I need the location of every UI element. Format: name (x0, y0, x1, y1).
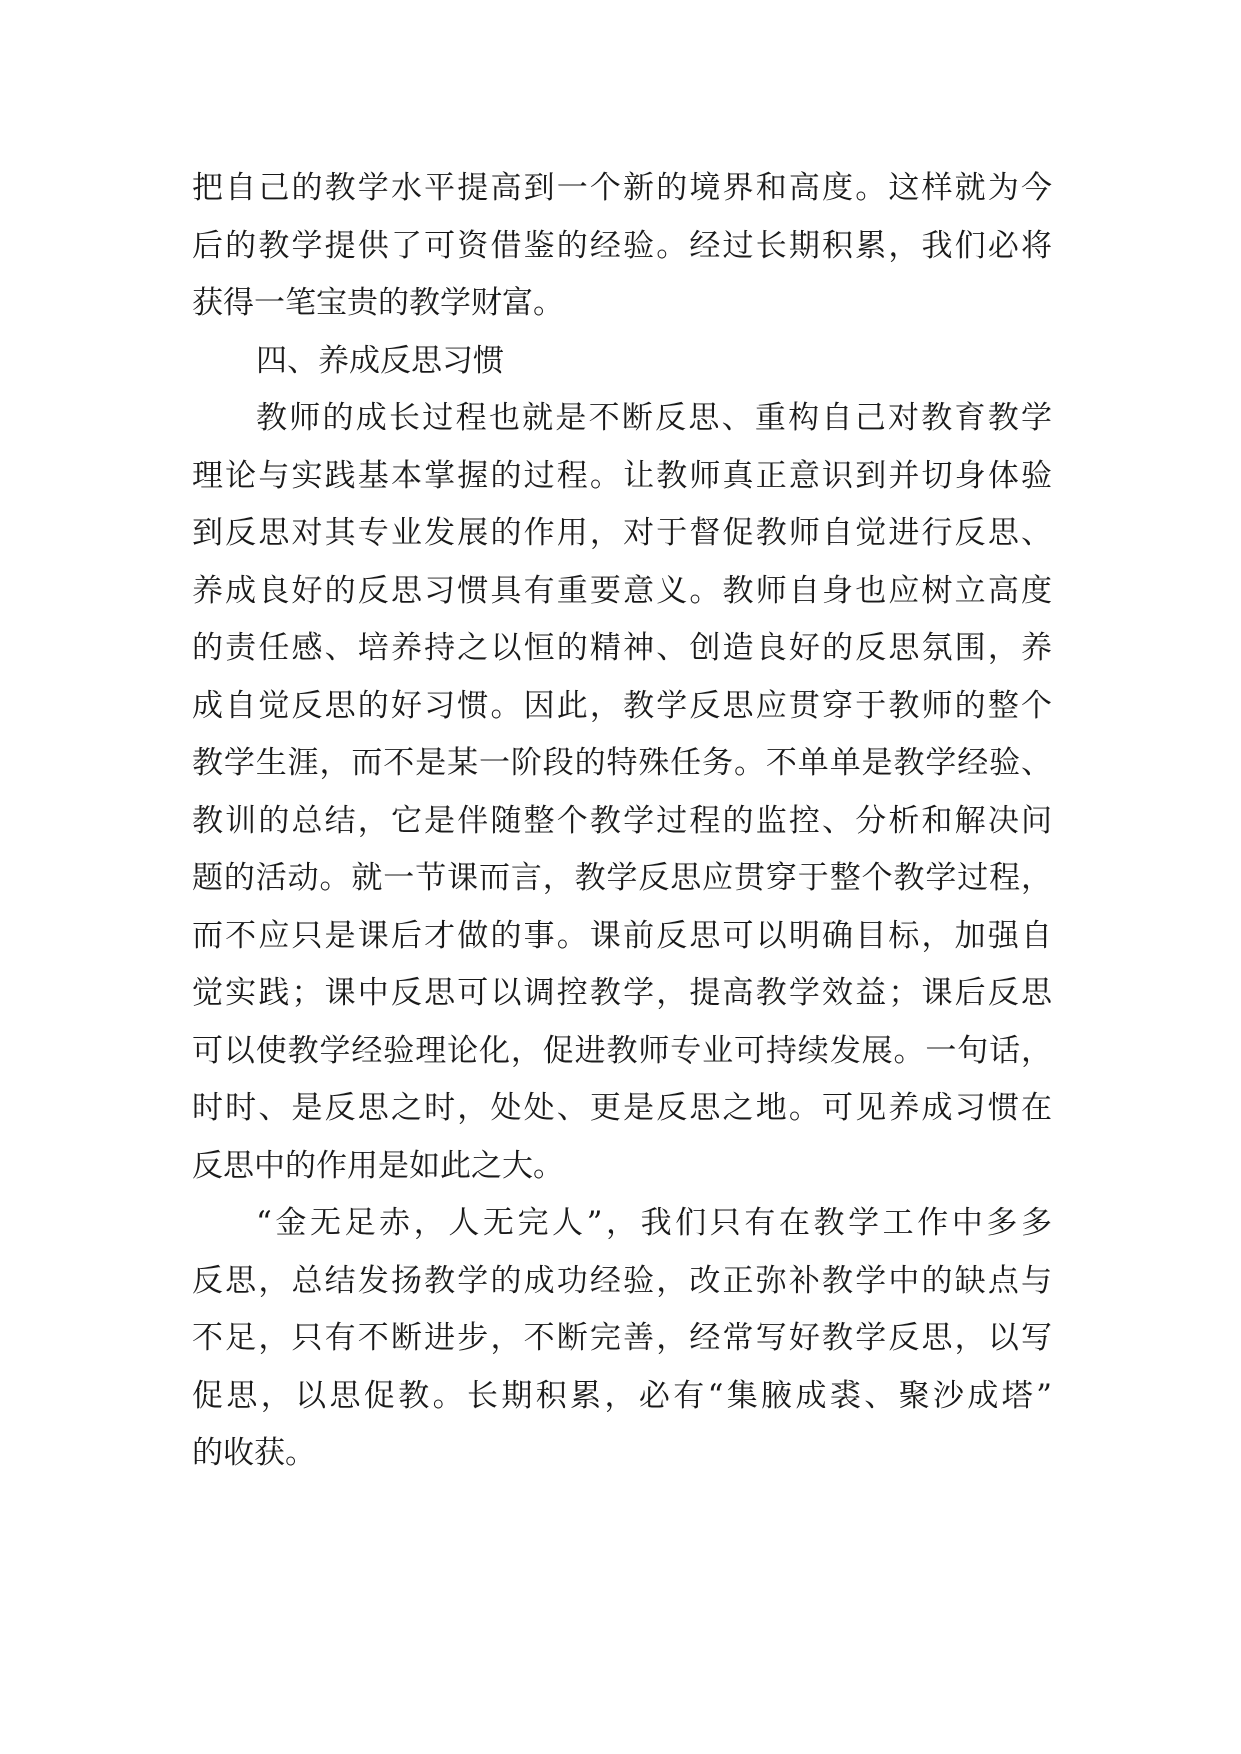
text-line: 反思中的作用是如此之大。 (192, 1147, 564, 1184)
text-line: 养成良好的反思习惯具有重要意义。教师自身也应树立高度 (192, 572, 1052, 609)
text-line: 而不应只是课后才做的事。课前反思可以明确目标，加强自 (192, 917, 1052, 954)
text-line: 不足，只有不断进步，不断完善，经常写好教学反思，以写 (192, 1320, 1052, 1356)
text-line: 觉实践；课中反思可以调控教学，提高教学效益；课后反思 (192, 975, 1052, 1011)
text-line: 题的活动。就一节课而言，教学反思应贯穿于整个教学过程， (192, 860, 1052, 896)
section-heading: 四、养成反思习惯 (256, 342, 504, 379)
body-text (192, 160, 1052, 1483)
text-line: 的收获。 (192, 1435, 316, 1471)
text-line: 后的教学提供了可资借鉴的经验。经过长期积累，我们必将 (192, 227, 1052, 264)
text-line: 理论与实践基本掌握的过程。让教师真正意识到并切身体验 (192, 457, 1052, 494)
text-line: 可以使教学经验理论化，促进教师专业可持续发展。一句话， (192, 1032, 1052, 1069)
text-line: 到反思对其专业发展的作用，对于督促教师自觉进行反思、 (192, 515, 1052, 551)
text-line: 反思，总结发扬教学的成功经验，改正弥补教学中的缺点与 (192, 1262, 1052, 1299)
text-line: 时时、是反思之时，处处、更是反思之地。可见养成习惯在 (192, 1090, 1052, 1126)
text-line: 把自己的教学水平提高到一个新的境界和高度。这样就为今 (192, 170, 1052, 206)
text-line: 获得一笔宝贵的教学财富。 (192, 285, 564, 321)
text-line: 促思，以思促教。长期积累，必有“集腋成裘、聚沙成塔” (192, 1377, 1052, 1414)
text-line: 教训的总结，它是伴随整个教学过程的监控、分析和解决问 (192, 802, 1052, 839)
text-line: 教师的成长过程也就是不断反思、重构自己对教育教学 (256, 400, 1052, 436)
text-line: 的责任感、培养持之以恒的精神、创造良好的反思氛围，养 (192, 630, 1052, 666)
text-line: 教学生涯，而不是某一阶段的特殊任务。不单单是教学经验、 (192, 745, 1052, 781)
text-line: “金无足赤，人无完人”，我们只有在教学工作中多多 (256, 1205, 1052, 1241)
text-line: 成自觉反思的好习惯。因此，教学反思应贯穿于教师的整个 (192, 687, 1052, 724)
